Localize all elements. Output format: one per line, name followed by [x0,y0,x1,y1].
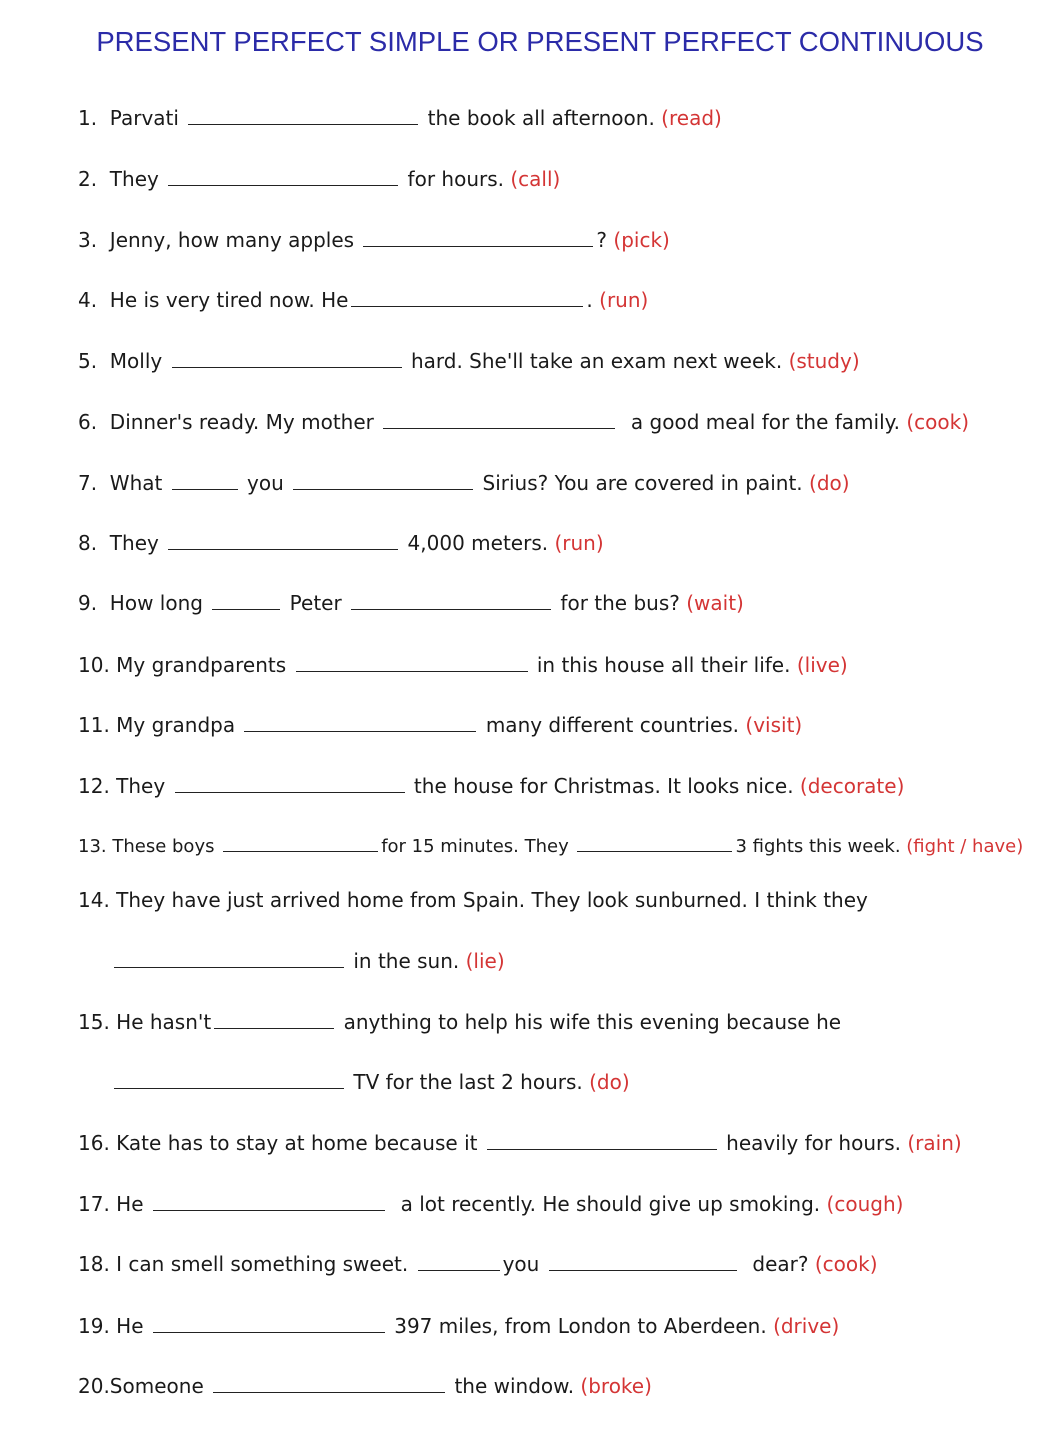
exercise-line [78,888,868,918]
verb-hint: (cough) [826,1192,904,1216]
answer-blank[interactable] [188,106,418,125]
exercise-line [78,1374,652,1404]
sentence-text: in the sun. [347,949,466,973]
verb-hint: (decorate) [799,774,905,798]
verb-hint: (cook) [814,1252,878,1276]
exercise-line [78,591,744,621]
verb-hint: (lie) [465,949,505,973]
sentence-text: 13. These boys [78,836,221,857]
exercise-line [78,410,969,440]
verb-hint: (pick) [613,228,670,252]
sentence-text: Peter [283,591,349,615]
sentence-text: in this house all their life. [530,653,797,677]
sentence-text: 9. How long [78,591,210,615]
sentence-text: 8. They [78,531,166,555]
exercise-line [78,774,904,804]
sentence-text: 3 fights this week. [735,836,907,857]
exercise-line [78,1252,878,1282]
worksheet-title: PRESENT PERFECT SIMPLE OR PRESENT PERFECT CONTINUOUS [96,26,984,57]
sentence-text: many different countries. [479,713,746,737]
sentence-text: heavily for hours. [719,1131,908,1155]
answer-blank[interactable] [114,949,344,968]
answer-blank[interactable] [549,1252,737,1271]
sentence-text: 16. Kate has to stay at home because it [78,1131,484,1155]
verb-hint: (do) [589,1070,630,1094]
verb-hint: (study) [788,349,860,373]
sentence-text: 18. I can smell something sweet. [78,1252,415,1276]
answer-blank[interactable] [351,591,551,610]
exercise-line [78,833,1023,863]
answer-blank[interactable] [223,833,378,852]
sentence-text: a good meal for the family. [618,410,907,434]
sentence-text: 17. He [78,1192,150,1216]
verb-hint: (live) [796,653,848,677]
verb-hint: (run) [554,531,604,555]
sentence-text: ? [596,228,614,252]
exercise-line [78,471,850,501]
sentence-text: you [502,1252,546,1276]
exercise-line [78,228,670,258]
verb-hint: (fight / have) [906,836,1024,857]
sentence-text: 4,000 meters. [401,531,555,555]
sentence-text: dear? [739,1252,815,1276]
exercise-line [78,288,648,318]
answer-blank[interactable] [153,1192,385,1211]
sentence-text: for 15 minutes. They [381,836,575,857]
verb-hint: (read) [661,106,722,130]
answer-blank[interactable] [293,471,473,490]
answer-blank[interactable] [244,713,476,732]
answer-blank[interactable] [363,228,593,247]
exercise-line [78,106,722,136]
answer-blank[interactable] [172,471,238,490]
sentence-text: 10. My grandparents [78,653,293,677]
sentence-text: 14. They have just arrived home from Spain. They look sunburned. I think they [78,888,868,912]
answer-blank[interactable] [351,288,583,307]
sentence-text: . [586,288,600,312]
sentence-text: hard. She'll take an exam next week. [404,349,789,373]
sentence-text: you [240,471,291,495]
sentence-text: 397 miles, from London to Aberdeen. [387,1314,774,1338]
answer-blank[interactable] [168,167,398,186]
exercise-line [78,1192,903,1222]
answer-blank[interactable] [168,531,398,550]
sentence-text: the book all afternoon. [421,106,662,130]
exercise-line [78,349,860,379]
exercise-line [78,1131,962,1161]
answer-blank[interactable] [175,774,405,793]
exercise-line [78,1314,839,1344]
exercise-line [78,713,802,743]
answer-blank[interactable] [418,1252,500,1271]
verb-hint: (call) [510,167,561,191]
sentence-text: 2. They [78,167,166,191]
answer-blank[interactable] [487,1131,717,1150]
sentence-text: the window. [448,1374,581,1398]
sentence-text: 20.Someone [78,1374,211,1398]
sentence-text: 6. Dinner's ready. My mother [78,410,381,434]
answer-blank[interactable] [153,1314,385,1333]
answer-blank[interactable] [296,653,528,672]
exercise-line [78,531,604,561]
sentence-text: the house for Christmas. It looks nice. [407,774,800,798]
verb-hint: (cook) [906,410,970,434]
sentence-text: TV for the last 2 hours. [347,1070,590,1094]
sentence-text: 5. Molly [78,349,169,373]
answer-blank[interactable] [577,833,732,852]
answer-blank[interactable] [114,1070,344,1089]
exercise-line [78,167,560,197]
verb-hint: (run) [599,288,649,312]
sentence-text: for hours. [401,167,511,191]
verb-hint: (broke) [580,1374,652,1398]
sentence-text: 3. Jenny, how many apples [78,228,361,252]
verb-hint: (wait) [686,591,744,615]
sentence-text: 4. He is very tired now. He [78,288,349,312]
sentence-text: Sirius? You are covered in paint. [476,471,810,495]
answer-blank[interactable] [172,349,402,368]
sentence-text: 1. Parvati [78,106,186,130]
verb-hint: (rain) [907,1131,962,1155]
answer-blank[interactable] [213,1374,445,1393]
exercise-line [111,1070,630,1100]
sentence-text: a lot recently. He should give up smoking. [387,1192,827,1216]
sentence-text: anything to help his wife this evening because he [337,1010,842,1034]
verb-hint: (do) [809,471,850,495]
exercise-line [78,653,848,683]
sentence-text: 19. He [78,1314,150,1338]
sentence-text: for the bus? [554,591,687,615]
sentence-text: 11. My grandpa [78,713,242,737]
sentence-text: 7. What [78,471,169,495]
exercise-line [78,1010,841,1040]
verb-hint: (visit) [745,713,803,737]
verb-hint: (drive) [773,1314,840,1338]
sentence-text: 12. They [78,774,172,798]
answer-blank[interactable] [214,1010,334,1029]
exercise-line [111,949,505,979]
sentence-text: 15. He hasn't [78,1010,212,1034]
answer-blank[interactable] [383,410,615,429]
answer-blank[interactable] [212,591,280,610]
